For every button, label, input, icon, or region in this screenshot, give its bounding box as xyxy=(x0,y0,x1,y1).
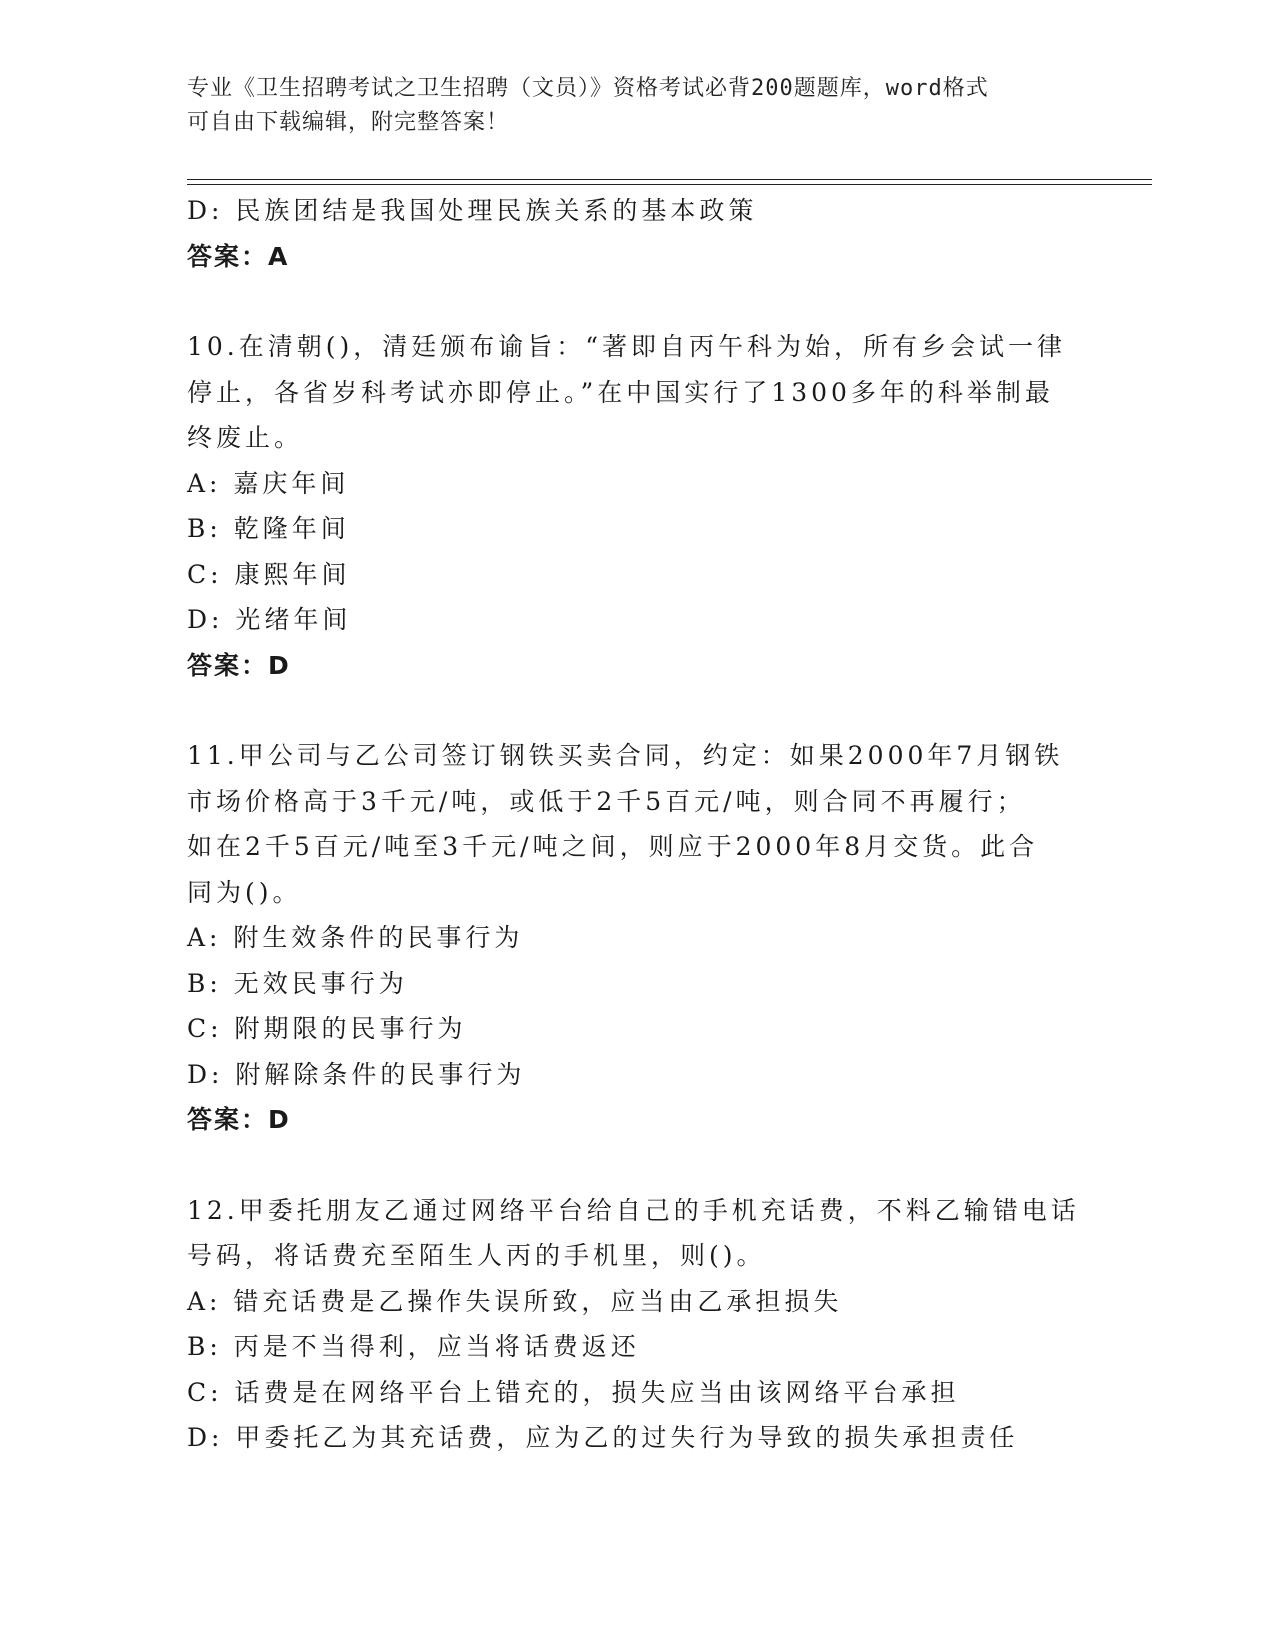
option-d: D: 附解除条件的民事行为 xyxy=(187,1059,526,1089)
question-stem-line: 号码，将话费充至陌生人丙的手机里，则()。 xyxy=(187,1241,766,1270)
question-stem-line: 停止，各省岁科考试亦即停止。”在中国实行了1300多年的科举制最 xyxy=(187,377,1054,407)
header-divider-bottom xyxy=(187,184,1152,185)
question-stem-line: 终废止。 xyxy=(187,423,304,452)
answer-line: 答案：D xyxy=(187,650,291,680)
option-b: B: 乾隆年间 xyxy=(187,514,350,543)
question-12 xyxy=(187,1188,1087,1461)
option-a: A: 嘉庆年间 xyxy=(187,468,350,498)
question-stem-line: 12.甲委托朋友乙通过网络平台给自己的手机充话费，不料乙输错电话 xyxy=(187,1195,1080,1225)
option-a: A: 错充话费是乙操作失误所致，应当由乙承担损失 xyxy=(187,1286,843,1316)
question-stem-line: 如在2千5百元/吨至3千元/吨之间，则应于2000年8月交货。此合 xyxy=(187,832,1039,861)
answer-line: 答案：D xyxy=(187,1105,291,1134)
option-d: D: 光绪年间 xyxy=(187,605,352,634)
option-b: B: 丙是不当得利，应当将话费返还 xyxy=(187,1332,640,1361)
question-stem-line: 11.甲公司与乙公司签订钢铁买卖合同，约定：如果2000年7月钢铁 xyxy=(187,741,1064,770)
option-a: A: 附生效条件的民事行为 xyxy=(187,923,524,952)
question-stem-line: 市场价格高于3千元/吨，或低于2千5百元/吨，则合同不再履行； xyxy=(187,786,1026,816)
header-divider-top xyxy=(187,179,1152,180)
option-c: C: 康熙年间 xyxy=(187,559,351,589)
question-11 xyxy=(187,733,1087,1143)
answer-line: 答案：A xyxy=(187,241,290,271)
question-10 xyxy=(187,324,1087,688)
option-d: D: 甲委托乙为其充话费，应为乙的过失行为导致的损失承担责任 xyxy=(187,1423,1019,1452)
question-stem-line: 10.在清朝()，清廷颁布谕旨：“著即自丙午科为始，所有乡会试一律 xyxy=(187,332,1067,361)
option-b: B: 无效民事行为 xyxy=(187,968,408,998)
header-line-1: 专业《卫生招聘考试之卫生招聘（文员）》资格考试必背200题题库，word格式 xyxy=(187,76,989,101)
option-d: D: 民族团结是我国处理民族关系的基本政策 xyxy=(187,196,758,225)
page-content xyxy=(187,188,1087,1461)
option-c: C: 附期限的民事行为 xyxy=(187,1014,467,1043)
option-c: C: 话费是在网络平台上错充的，损失应当由该网络平台承担 xyxy=(187,1377,960,1407)
header-line-2: 可自由下载编辑，附完整答案！ xyxy=(187,110,510,135)
question-stem-line: 同为()。 xyxy=(187,877,302,907)
document-header xyxy=(187,72,1087,140)
